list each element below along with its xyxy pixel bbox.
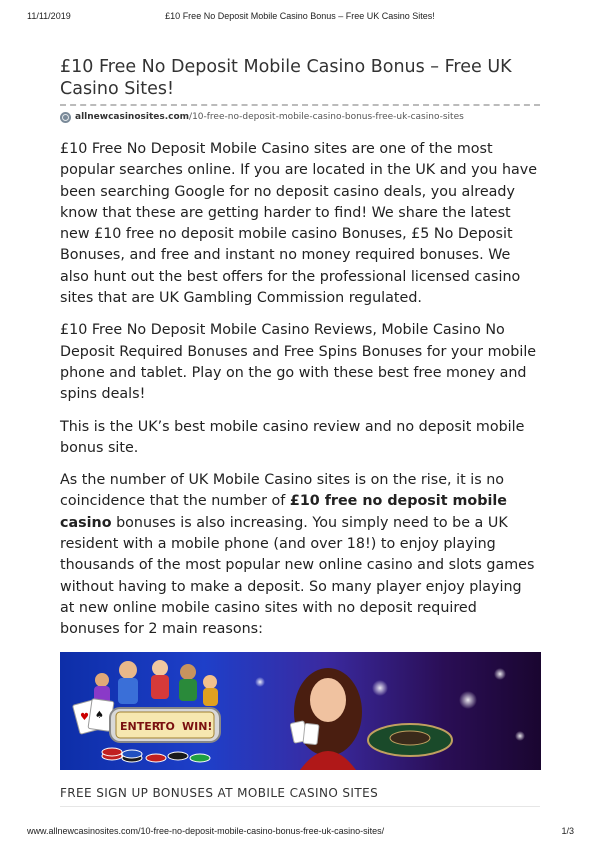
- casino-banner-image: [60, 652, 541, 770]
- globe-icon: [60, 112, 71, 123]
- title-divider: [60, 104, 540, 106]
- paragraph: £10 Free No Deposit Mobile Casino Reviews, Mobile Casino No Deposit Required Bonuses and Free Spins Bonuses for your mobile phone and tablet. Play on the go with these best free money and spins deals!: [60, 322, 537, 403]
- woman-with-cards: [290, 668, 362, 770]
- banner-illustration: [60, 652, 541, 770]
- reel-text: WIN!: [182, 719, 213, 733]
- cartoon-characters: [94, 660, 218, 706]
- svg-text:♥: ♥: [80, 711, 89, 723]
- paragraph: This is the UK’s best mobile casino review and no deposit mobile bonus site.: [60, 418, 525, 456]
- paragraph-text: As the number of UK Mobile Casino sites is on the rise, it is no coincidence that the number of: [60, 472, 505, 510]
- source-link[interactable]: [60, 109, 540, 125]
- source-path: /10-free-no-deposit-mobile-casino-bonus-free-uk-casino-sites: [189, 112, 464, 122]
- article-body: [60, 139, 540, 641]
- playing-cards: [72, 698, 113, 734]
- source-domain: allnewcasinosites.com: [75, 112, 190, 122]
- paragraph: £10 Free No Deposit Mobile Casino sites are one of the most popular searches online. If you are located in the UK and you have been searching Google for no deposit casino deals, you already know that these are getting harder to find! We share the latest new £10 free no deposit mobile casino Bonuses, £5 No Deposit Bonuses, and free and instant no money required bonuses. We also hunt out the best offers for the professional licensed casino sites that are UK Gambling Commission regulated.: [60, 141, 538, 307]
- print-url: www.allnewcasinosites.com/10-free-no-deposit-mobile-casino-bonus-free-uk-casino-sites/: [27, 826, 385, 836]
- reel-text: TO: [158, 719, 175, 733]
- article-title: £10 Free No Deposit Mobile Casino Bonus – Free UK Casino Sites!: [60, 57, 512, 99]
- roulette-wheel: [368, 724, 452, 756]
- page-number: 1/3: [561, 826, 574, 836]
- section-heading: FREE SIGN UP BONUSES AT MOBILE CASINO SITES: [60, 786, 540, 807]
- bold-keyword: £10 free no deposit mobile casino: [60, 493, 507, 531]
- paragraph-text: bonuses is also increasing. You simply need to be a UK resident with a mobile phone (and over 18!) to enjoy playing thousands of the most popular new online casino and slots games without having to make a deposit. So many player enjoy playing at new online mobile casino sites with no deposit required bonuses for 2 main reasons:: [60, 514, 535, 638]
- slot-machine: [110, 708, 220, 742]
- print-page-title: £10 Free No Deposit Mobile Casino Bonus – Free UK Casino Sites!: [165, 11, 435, 21]
- article: [60, 56, 540, 807]
- print-date: 11/11/2019: [27, 11, 71, 21]
- svg-text:♠: ♠: [95, 709, 104, 721]
- paragraph: [60, 470, 540, 640]
- casino-chips: [102, 748, 210, 762]
- reel-text: ENTER: [120, 719, 161, 733]
